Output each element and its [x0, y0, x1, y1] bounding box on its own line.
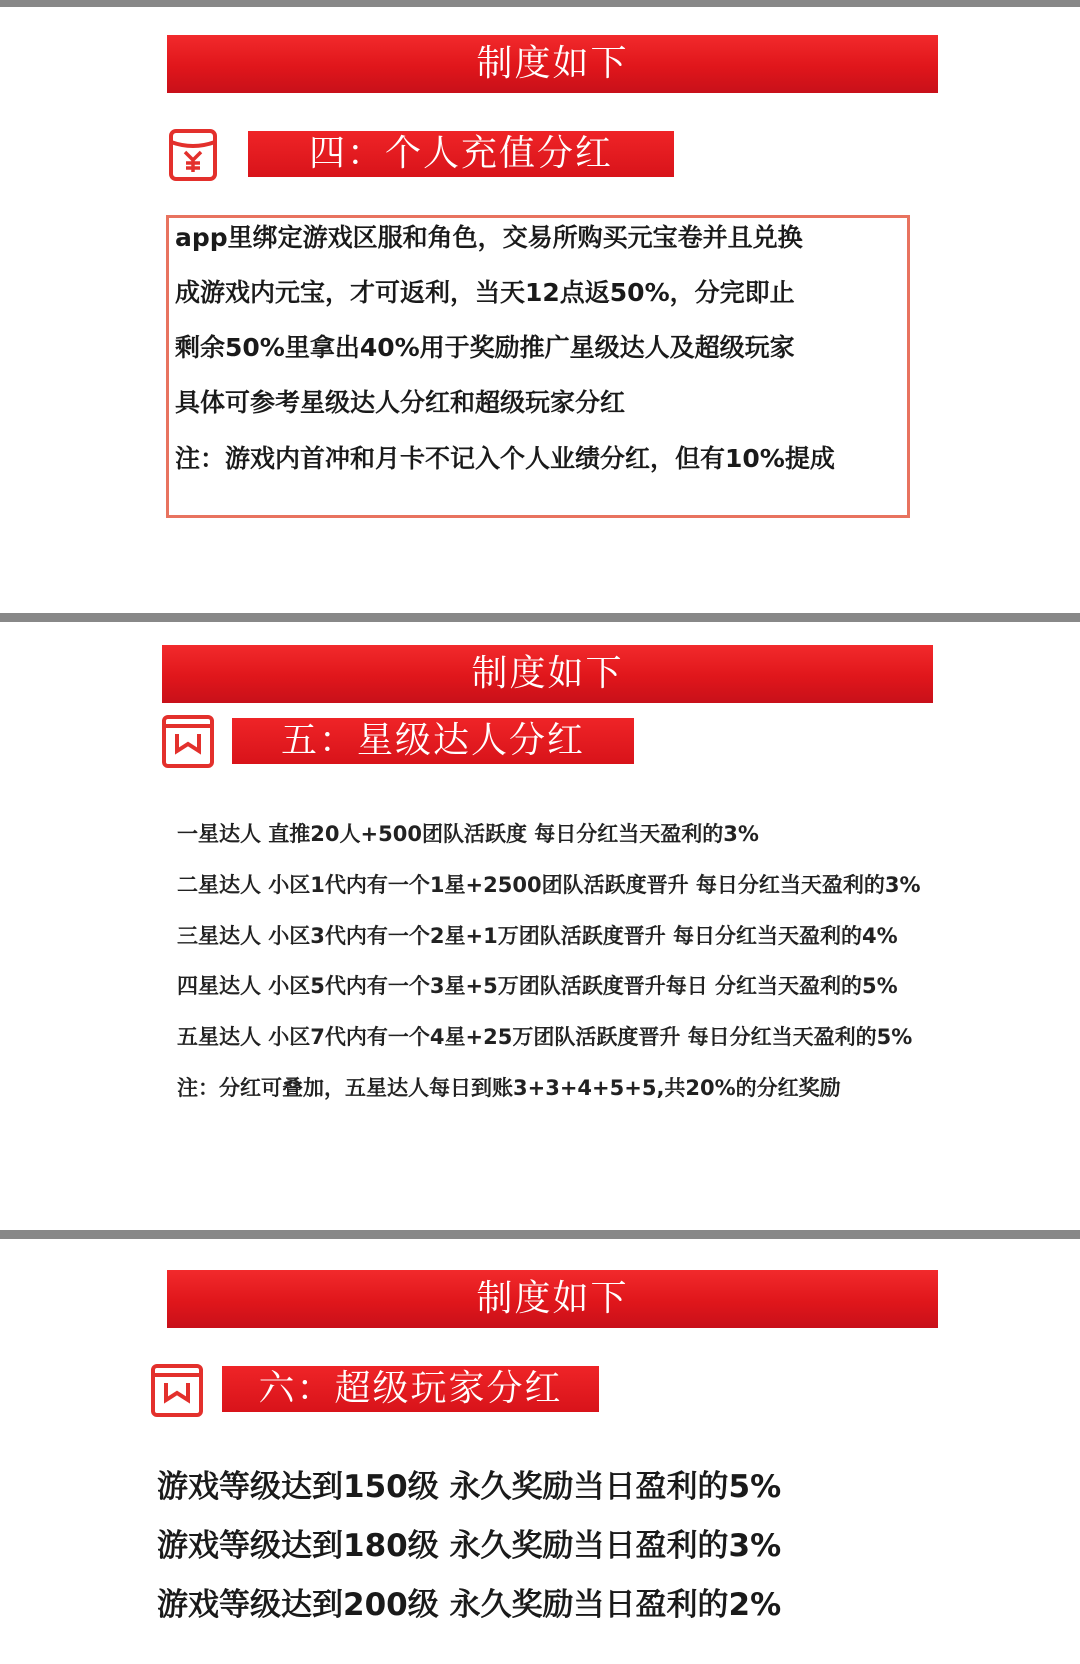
yuan-wallet-icon [168, 128, 218, 186]
section5-line-1: 一星达人 直推20人+500团队活跃度 每日分红当天盈利的3% [177, 822, 759, 846]
section4-line-2: 成游戏内元宝，才可返利，当天12点返50%，分完即止 [175, 278, 795, 307]
bookmark-icon [150, 1360, 204, 1422]
section5-line-3: 三星达人 小区3代内有一个2星+1万团队活跃度晋升 每日分红当天盈利的4% [177, 924, 898, 948]
section5-line-4: 四星达人 小区5代内有一个3星+5万团队活跃度晋升每日 分红当天盈利的5% [177, 974, 898, 998]
section4-title: 四：个人充值分红 [248, 131, 674, 177]
section4-line-1: app里绑定游戏区服和角色，交易所购买元宝卷并且兑换 [175, 223, 803, 252]
section-divider-1 [0, 613, 1080, 622]
section6-title: 六：超级玩家分红 [222, 1366, 599, 1412]
section5-line-2: 二星达人 小区1代内有一个1星+2500团队活跃度晋升 每日分红当天盈利的3% [177, 873, 921, 897]
section4-line-3: 剩余50%里拿出40%用于奖励推广星级达人及超级玩家 [175, 333, 795, 362]
section5-line-5: 五星达人 小区7代内有一个4星+25万团队活跃度晋升 每日分红当天盈利的5% [177, 1025, 913, 1049]
section5-banner: 制度如下 [162, 645, 933, 703]
section-divider-2 [0, 1230, 1080, 1239]
section4-line-5: 注：游戏内首冲和月卡不记入个人业绩分红，但有10%提成 [175, 444, 835, 473]
section4-line-4: 具体可参考星级达人分红和超级玩家分红 [175, 388, 626, 417]
section5-title: 五：星级达人分红 [232, 718, 634, 764]
bookmark-icon [161, 711, 215, 773]
section5-note: 注：分红可叠加，五星达人每日到账3+3+4+5+5,共20%的分红奖励 [177, 1076, 841, 1100]
section6-line-3: 游戏等级达到200级 永久奖励当日盈利的2% [157, 1587, 782, 1623]
section4-banner: 制度如下 [167, 35, 938, 93]
section6-banner: 制度如下 [167, 1270, 938, 1328]
section6-line-1: 游戏等级达到150级 永久奖励当日盈利的5% [157, 1469, 782, 1505]
top-divider [0, 0, 1080, 7]
section6-line-2: 游戏等级达到180级 永久奖励当日盈利的3% [157, 1528, 782, 1564]
